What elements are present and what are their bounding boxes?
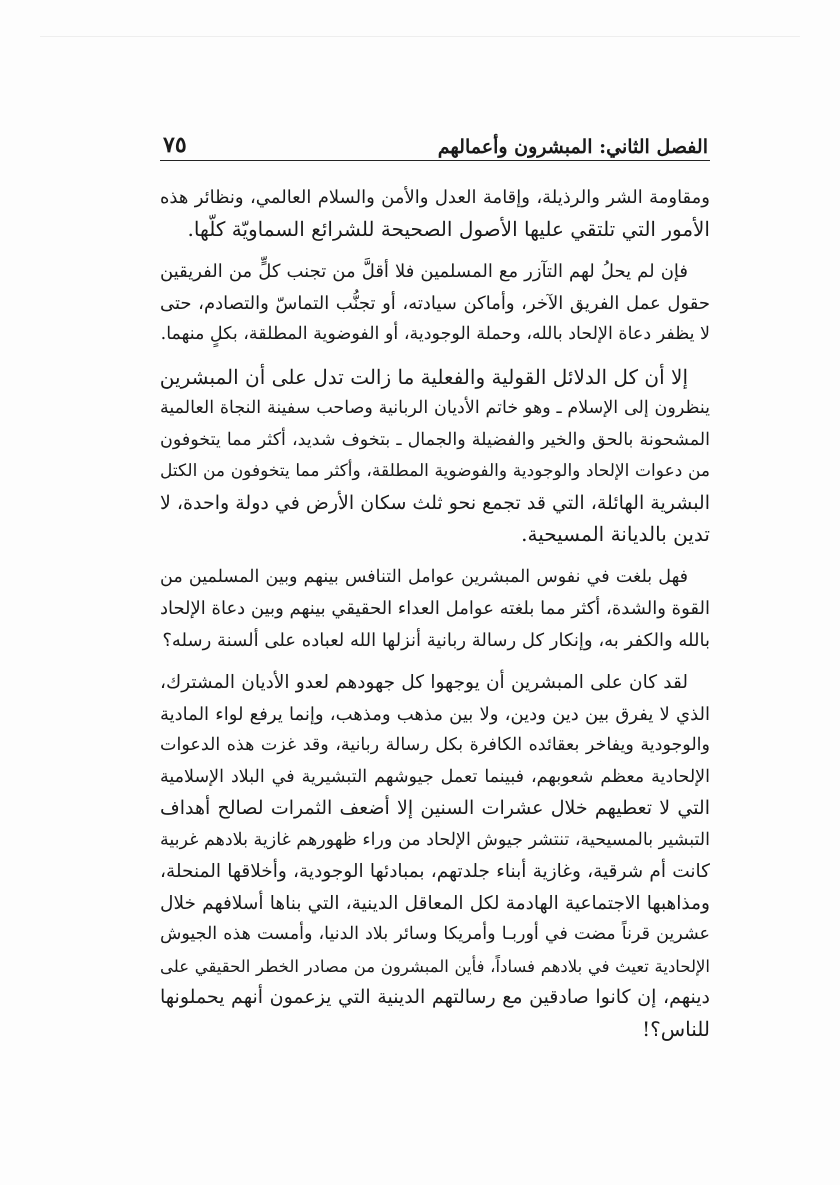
text-line: الذي لا يفرق بين دين ودين، ولا بين مذهب ومذهب، وإنما يرفع لواء المادية bbox=[160, 703, 710, 725]
text-line: فهل بلغت في نفوس المبشرين عوامل التنافس بينهم وبين المسلمين من bbox=[160, 566, 688, 587]
text-line: القوة والشدة، أكثر مما بلغته عوامل العداء الحقيقي بينهم وبين دعاة الإلحاد bbox=[160, 598, 710, 619]
text-line: كانت أم شرقية، وغازية أبناء جلدتهم، بمبادئها الوجودية، وأخلاقها المنحلة، bbox=[160, 861, 710, 882]
text-line: دينهم، إن كانوا صادقين مع رسالتهم الدينية التي يزعمون أنهم يحملونها bbox=[160, 986, 710, 1008]
scan-edge-line bbox=[40, 36, 800, 37]
paragraph bbox=[160, 182, 710, 245]
text-line: ينظرون إلى الإسلام ـ وهو خاتم الأديان الربانية وصاحب سفينة النجاة العالمية bbox=[160, 398, 710, 418]
page-header bbox=[163, 128, 708, 158]
text-line: تدين بالديانة المسيحية. bbox=[521, 522, 710, 546]
text-line: لقد كان على المبشرين أن يوجهوا كل جهودهم لعدو الأديان المشترك، bbox=[160, 672, 688, 693]
paragraph bbox=[160, 256, 710, 351]
text-line: من دعوات الإلحاد والوجودية والفوضوية المطلقة، وأكثر مما يتخوفون من الكتل bbox=[160, 461, 710, 481]
paragraph bbox=[160, 667, 710, 1045]
page-body bbox=[160, 182, 710, 1056]
text-line: عشرين قرناً مضت في أوربـا وأمريكا وسائر بلاد الدنيا، وأمست هذه الجيوش bbox=[160, 924, 710, 944]
text-line: ومذاهبها الاجتماعية الهادمة لكل المعاقل الدينية، التي بناها أسلافهم خلال bbox=[160, 892, 710, 914]
text-line: والوجودية ويفاخر بعقائده الكافرة بكل رسالة ربانية، وقد غزت هذه الدعوات bbox=[160, 735, 710, 755]
text-line: حقول عمل الفريق الآخر، وأماكن سيادته، أو تجنُّب التماسّ والتصادم، حتى bbox=[160, 292, 710, 314]
text-line: بالله والكفر به، وإنكار كل رسالة ربانية أنزلها الله لعباده على ألسنة رسله؟ bbox=[162, 629, 710, 651]
text-line: الإلحادية تعيث في بلادهم فساداً، فأين المبشرون من مصادر الخطر الحقيقي على bbox=[160, 956, 710, 976]
text-line: فإن لم يحلُ لهم التآزر مع المسلمين فلا أقلَّ من تجنب كلٍّ من الفريقين bbox=[160, 261, 688, 282]
text-line: التي لا تعطيهم خلال عشرات السنين إلا أضعف الثمرات لصالح أهداف bbox=[160, 797, 710, 819]
text-line: للناس؟! bbox=[642, 1016, 710, 1041]
page-number: ٧٥ bbox=[163, 132, 187, 158]
text-line: إلا أن كل الدلائل القولية والفعلية ما زالت تدل على أن المبشرين bbox=[160, 364, 688, 389]
paragraph bbox=[160, 362, 710, 551]
text-line: ومقاومة الشر والرذيلة، وإقامة العدل والأمن والسلام العالمي، ونظائر هذه bbox=[160, 187, 710, 208]
text-line: لا يظفر دعاة الإلحاد بالله، وحملة الوجودية، أو الفوضوية المطلقة، بكلٍ منهما. bbox=[160, 324, 710, 344]
chapter-title: الفصل الثاني: المبشرون وأعمالهم bbox=[437, 136, 708, 158]
paragraph bbox=[160, 562, 710, 657]
text-line: التبشير بالمسيحية، تنتشر جيوش الإلحاد من وراء ظهورهم غازية بلادهم غربية bbox=[160, 829, 710, 850]
text-line: البشرية الهائلة، التي قد تجمع نحو ثلث سكان الأرض في دولة واحدة، لا bbox=[160, 491, 710, 514]
header-rule bbox=[160, 160, 710, 161]
text-line: الإلحادية معظم شعوبهم، فبينما تعمل جيوشهم التبشيرية في البلاد الإسلامية bbox=[160, 766, 710, 787]
text-line: المشحونة بالحق والخير والفضيلة والجمال ـ بتخوف شديد، أكثر مما يتخوفون bbox=[160, 429, 710, 450]
text-line: الأمور التي تلتقي عليها الأصول الصحيحة للشرائع السماويّة كلّها. bbox=[187, 216, 710, 241]
